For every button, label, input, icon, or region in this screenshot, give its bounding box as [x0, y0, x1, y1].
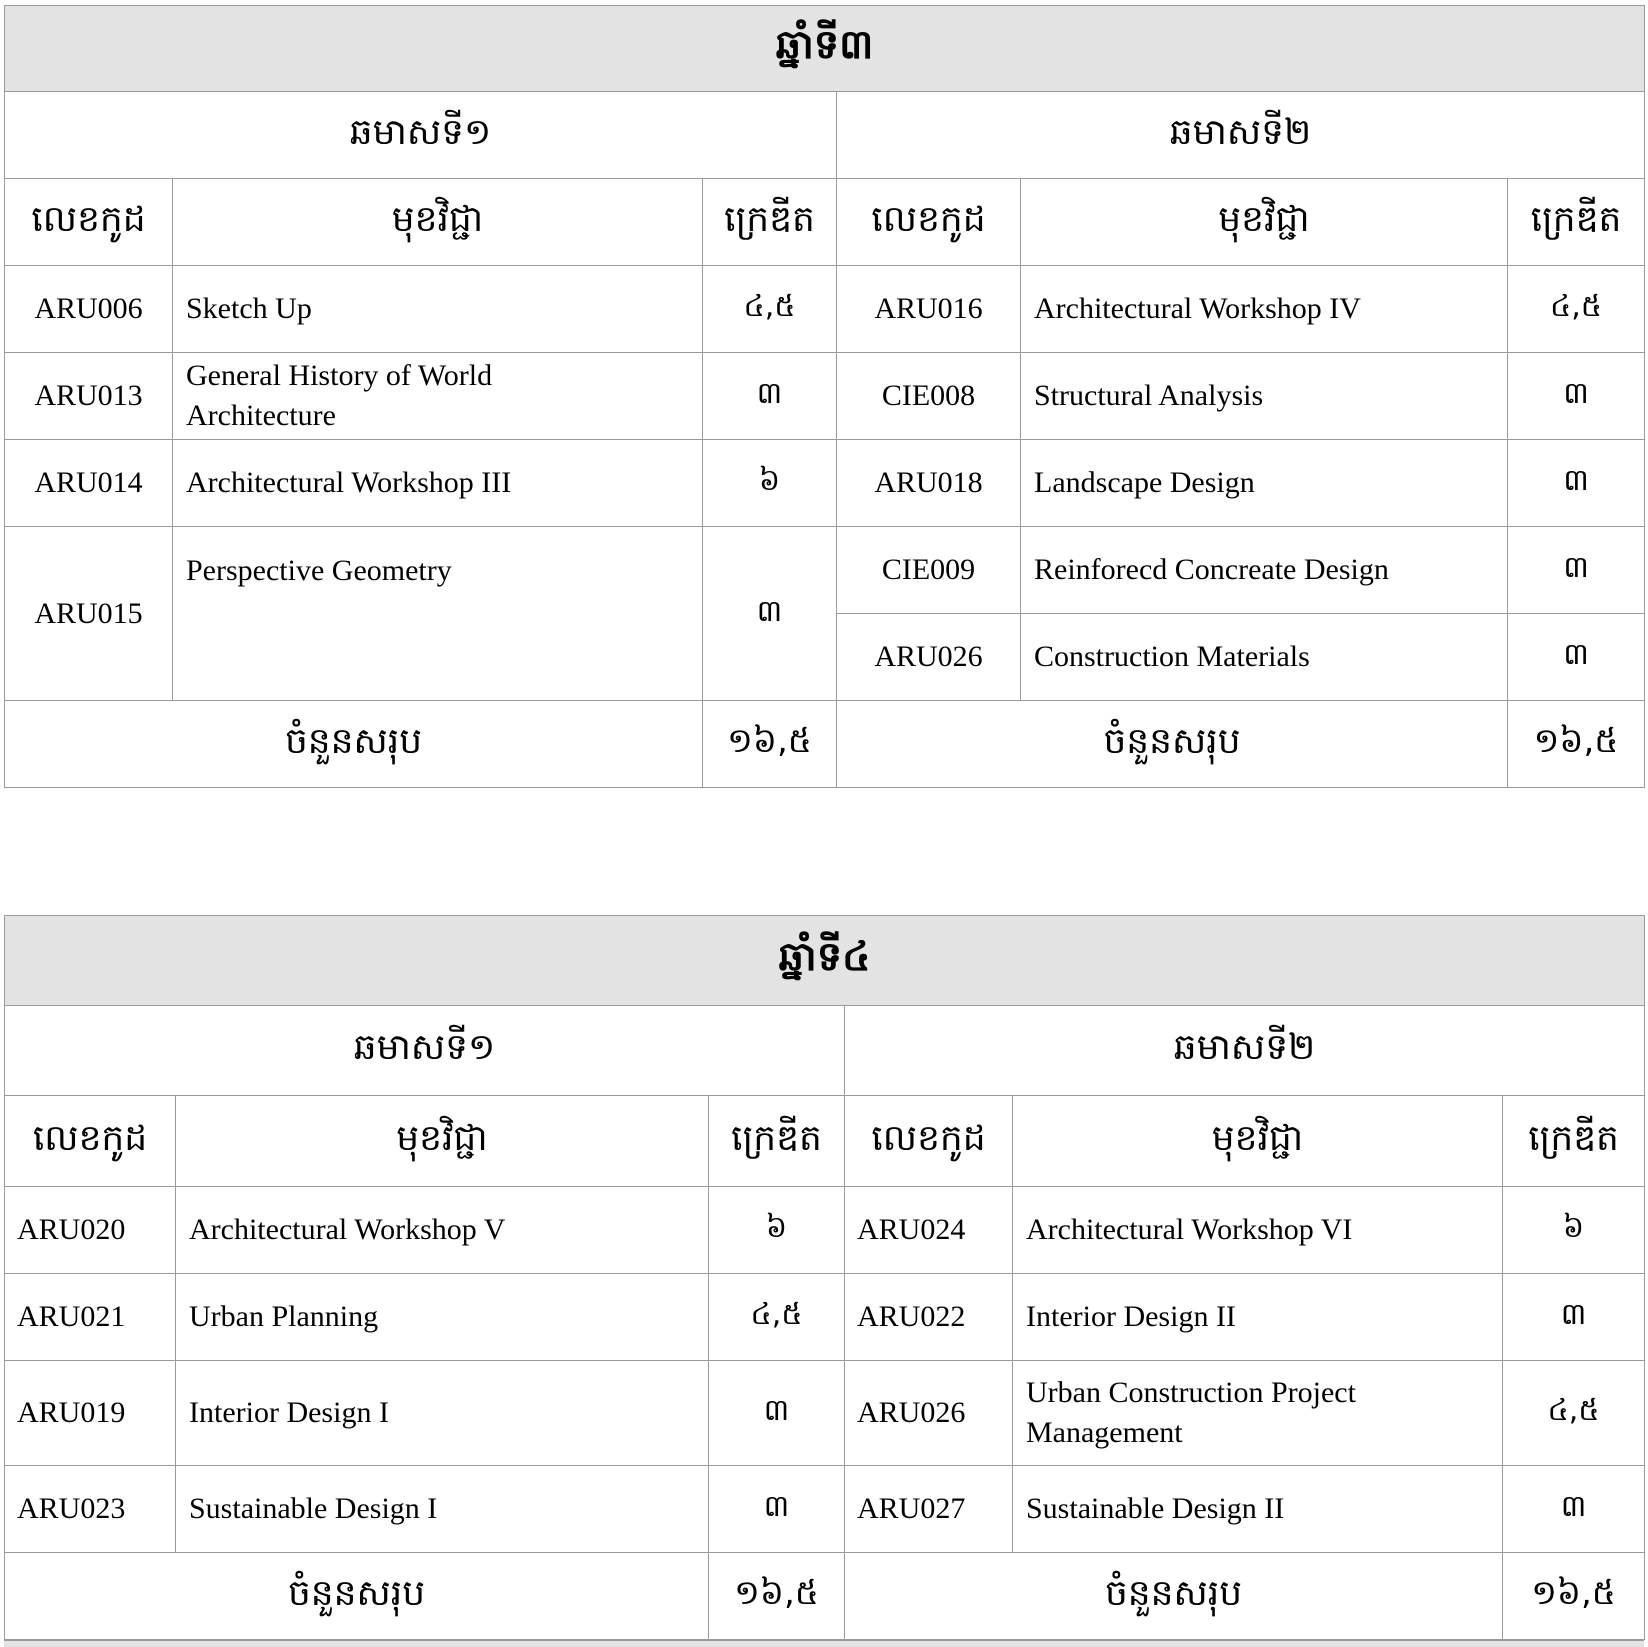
course-code: ARU013: [5, 353, 173, 440]
year4-title: ឆ្នាំទី៤: [5, 916, 1645, 1006]
course-code: CIE008: [837, 353, 1021, 440]
course-code: ARU023: [5, 1466, 176, 1553]
total-credit: ១៦,៥: [1508, 701, 1645, 788]
header-credit: ក្រេឌីត: [1508, 179, 1645, 266]
header-subject: មុខវិជ្ជា: [1021, 179, 1508, 266]
course-code: CIE009: [837, 527, 1021, 614]
header-code: លេខកូដ: [5, 1096, 176, 1187]
year3-table: [4, 5, 1645, 788]
year4-sem2-title: ឆមាសទី២: [845, 1006, 1645, 1096]
course-subject: Interior Design I: [176, 1361, 709, 1466]
course-subject: Architectural Workshop V: [176, 1187, 709, 1274]
table-row: [5, 266, 1645, 353]
course-subject: Sketch Up: [173, 266, 703, 353]
course-subject: Reinforecd Concreate Design: [1021, 527, 1508, 614]
table-row: [5, 440, 1645, 527]
header-credit: ក្រេឌីត: [703, 179, 837, 266]
course-subject: Architectural Workshop VI: [1013, 1187, 1503, 1274]
table-row: [5, 1274, 1645, 1361]
table-row: [5, 1187, 1645, 1274]
course-credit: ៤,៥: [1508, 266, 1645, 353]
year4-sem1-title: ឆមាសទី១: [5, 1006, 845, 1096]
course-code: ARU022: [845, 1274, 1013, 1361]
table-row: [5, 1466, 1645, 1553]
course-code: ARU016: [837, 266, 1021, 353]
course-credit: ៣: [709, 1361, 845, 1466]
course-subject: Structural Analysis: [1021, 353, 1508, 440]
header-credit: ក្រេឌីត: [1503, 1096, 1645, 1187]
header-code: លេខកូដ: [837, 179, 1021, 266]
year3-sem2-title: ឆមាសទី២: [837, 92, 1645, 179]
course-subject: Urban Construction Project Management: [1013, 1361, 1503, 1466]
course-credit: ៣: [703, 527, 837, 701]
header-subject: មុខវិជ្ជា: [176, 1096, 709, 1187]
course-subject: Sustainable Design I: [176, 1466, 709, 1553]
header-subject: មុខវិជ្ជា: [1013, 1096, 1503, 1187]
course-code: ARU026: [845, 1361, 1013, 1466]
course-subject: Architectural Workshop IV: [1021, 266, 1508, 353]
course-code: ARU019: [5, 1361, 176, 1466]
course-credit: ៦: [703, 440, 837, 527]
total-label: ចំនួនសរុប: [845, 1553, 1503, 1640]
course-credit: ៣: [1503, 1274, 1645, 1361]
header-code: លេខកូដ: [5, 179, 173, 266]
course-credit: ៤,៥: [709, 1274, 845, 1361]
course-credit: ៤,៥: [703, 266, 837, 353]
course-subject: Urban Planning: [176, 1274, 709, 1361]
course-code: ARU024: [845, 1187, 1013, 1274]
course-subject: Sustainable Design II: [1013, 1466, 1503, 1553]
total-credit: ១៦,៥: [1503, 1553, 1645, 1640]
course-code: ARU018: [837, 440, 1021, 527]
total-row: [5, 1553, 1645, 1640]
course-credit: ៣: [709, 1466, 845, 1553]
table-row: [5, 353, 1645, 440]
course-credit: ៣: [1508, 440, 1645, 527]
year3-sem1-title: ឆមាសទី១: [5, 92, 837, 179]
table-row: [5, 1361, 1645, 1466]
total-credit: ១៦,៥: [703, 701, 837, 788]
total-label: ចំនួនសរុប: [5, 701, 703, 788]
course-subject: Perspective Geometry: [173, 527, 703, 701]
course-credit: ៦: [709, 1187, 845, 1274]
total-credit: ១៦,៥: [709, 1553, 845, 1640]
year3-title: ឆ្នាំទី៣: [5, 6, 1645, 92]
total-label: ចំនួនសរុប: [837, 701, 1508, 788]
year4-table: [4, 915, 1645, 1640]
course-code: ARU006: [5, 266, 173, 353]
course-code: ARU020: [5, 1187, 176, 1274]
course-credit: ៣: [1503, 1466, 1645, 1553]
course-credit: ៣: [1508, 527, 1645, 614]
course-credit: ៦: [1503, 1187, 1645, 1274]
course-credit: ៤,៥: [1503, 1361, 1645, 1466]
total-label: ចំនួនសរុប: [5, 1553, 709, 1640]
course-credit: ៣: [1508, 614, 1645, 701]
course-code: ARU026: [837, 614, 1021, 701]
course-code: ARU014: [5, 440, 173, 527]
course-credit: ៣: [703, 353, 837, 440]
course-code: ARU021: [5, 1274, 176, 1361]
total-row: [5, 701, 1645, 788]
course-subject: Architectural Workshop III: [173, 440, 703, 527]
course-subject: Construction Materials: [1021, 614, 1508, 701]
header-credit: ក្រេឌីត: [709, 1096, 845, 1187]
course-credit: ៣: [1508, 353, 1645, 440]
table-row: [5, 527, 1645, 614]
course-code: ARU015: [5, 527, 173, 701]
header-subject: មុខវិជ្ជា: [173, 179, 703, 266]
course-code: ARU027: [845, 1466, 1013, 1553]
header-code: លេខកូដ: [845, 1096, 1013, 1187]
course-subject: General History of World Architecture: [173, 353, 703, 440]
course-subject: Interior Design II: [1013, 1274, 1503, 1361]
course-subject: Landscape Design: [1021, 440, 1508, 527]
